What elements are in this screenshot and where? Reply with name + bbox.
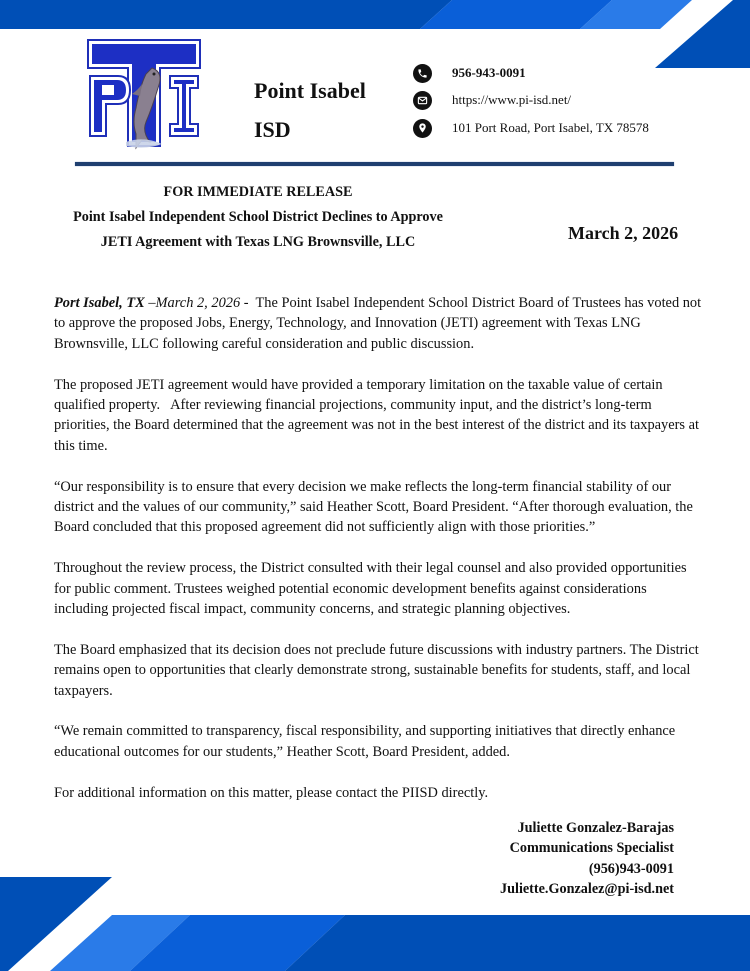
logo-letter-i [170, 76, 198, 136]
footer-corner-triangle [0, 877, 112, 971]
paragraph-2: The proposed JETI agreement would have provided a temporary limitation on the taxable value of certain qualified property. After reviewing financial projections, community input, and the district’s long-term priorities, the Board determined that the agreement was not in the best interest of the district and its taxpayers at this time. [54, 376, 703, 454]
contact-signature [500, 818, 674, 900]
contact-address-text: 101 Port Road, Port Isabel, TX 78578 [452, 120, 649, 135]
district-logo [86, 38, 202, 152]
footer-stripe-light [50, 915, 190, 971]
release-date: March 2, 2026 [568, 223, 679, 243]
paragraph-3: “Our responsibility is to ensure that every decision we make reflects the long-term financial stability of our district and the values of our community,” said Heather Scott, Board President. “After thorough evaluation, the Board concluded that this proposed agreement did not sufficiently align with those priorities.” [54, 478, 693, 536]
signature-email[interactable]: Juliette.Gonzalez@pi-isd.net [500, 881, 674, 898]
paragraph-1 [54, 293, 704, 354]
footer-stripe-medium [130, 915, 345, 971]
contact-phone [413, 63, 526, 83]
release-label: FOR IMMEDIATE RELEASE [163, 184, 353, 200]
headline-line-2: JETI Agreement with Texas LNG Brownsville, LLC [100, 234, 416, 250]
footer-stripe-dark [285, 915, 750, 971]
signature-title: Communications Specialist [509, 840, 674, 857]
org-name-line2: ISD [254, 117, 291, 142]
header-divider [75, 162, 674, 166]
paragraph-5: The Board emphasized that its decision does not preclude future discussions with industry partners. The District remains open to opportunities that clearly demonstrate strong, sustainable benefits for students, staff, and local taxpayers. [54, 641, 699, 699]
press-release-body [54, 293, 704, 823]
email-icon [413, 91, 432, 110]
banner-stripe-medium [420, 0, 612, 29]
paragraph-4: Throughout the review process, the District consulted with their legal counsel and also provided opportunities for public comment. Trustees weighed potential economic development benefits against considerations including projected fiscal impact, community concerns, and strategic planning objectives. [54, 560, 687, 618]
paragraph-7: For additional information on this matter, please contact the PIISD directly. [54, 784, 489, 801]
dateline-place: Port Isabel, TX [54, 295, 145, 311]
contact-phone-text: 956-943-0091 [452, 65, 526, 80]
phone-icon [413, 64, 432, 83]
dateline-date: –March 2, 2026 [148, 295, 241, 311]
signature-phone: (956)943-0091 [588, 860, 674, 877]
signature-name: Juliette Gonzalez-Barajas [517, 820, 674, 836]
org-name-line1: Point Isabel [254, 78, 366, 103]
dateline-separator: - [240, 295, 256, 311]
contact-website [413, 90, 571, 110]
banner-stripe-dark [0, 0, 452, 29]
contact-website-link[interactable]: https://www.pi-isd.net/ [452, 92, 572, 107]
banner-stripe-light [580, 0, 692, 29]
paragraph-1-text: The Point Isabel Independent School District Board of Trustees has voted not to approve the proposed Jobs, Energy, Technology, and Innovation (JETI) agreement with Texas LNG Brownsville, LLC following careful consideration and public discussion. [54, 295, 702, 352]
logo-letter-p [90, 76, 130, 136]
paragraph-6: “We remain committed to transparency, fiscal responsibility, and supporting initiatives that directly enhance educational outcomes for our students,” Heather Scott, Board President, added. [54, 723, 676, 760]
banner-corner-triangle [655, 0, 750, 68]
contact-address [413, 118, 649, 138]
location-pin-icon [413, 119, 432, 138]
release-headline [54, 180, 462, 255]
headline-line-1: Point Isabel Independent School District Declines to Approve [73, 209, 443, 225]
